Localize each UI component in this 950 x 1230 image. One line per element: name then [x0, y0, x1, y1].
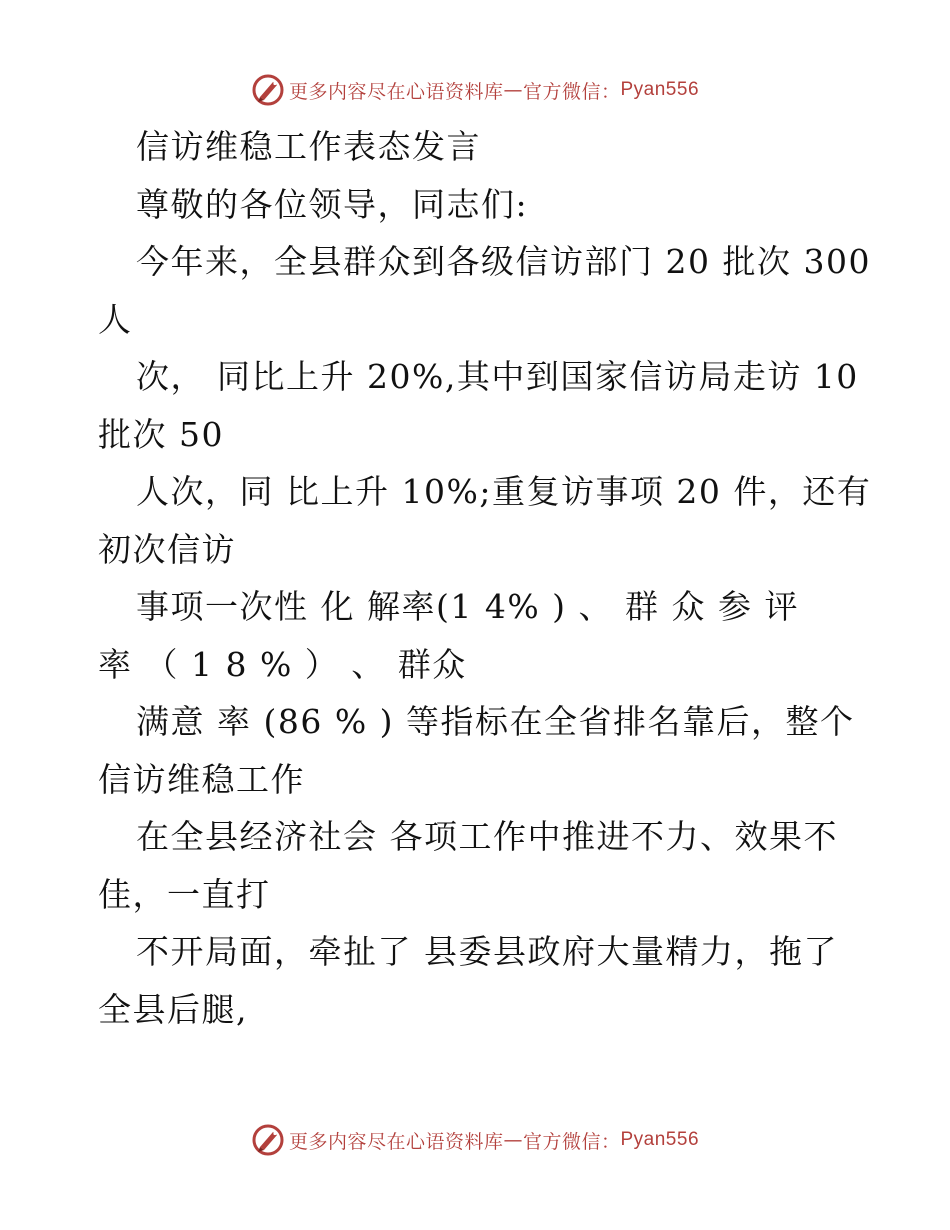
paragraph-line: 佳，一直打: [98, 874, 271, 914]
document-title: 信访维稳工作表态发言: [136, 127, 481, 166]
paragraph-line: 满意 率 (86 % ) 等指标在全省排名靠后，整个: [136, 702, 855, 741]
watermark-header: [0, 70, 950, 110]
paragraph-line: 全县后腿,: [98, 989, 248, 1029]
paragraph-line: 人: [98, 299, 133, 339]
paragraph-line: 人次，同 比上升 10%;重复访事项 20 件，还有: [136, 472, 872, 511]
watermark-brand: 更多内容尽在心语资料库: [288, 1130, 504, 1153]
paragraph-line: 不开局面，牵扯了 县委县政府大量精力，拖了: [136, 932, 838, 971]
paragraph-line: 今年来，全县群众到各级信访部门 20 批次 300: [136, 242, 871, 281]
watermark-label: 官方微信：: [522, 80, 621, 103]
paragraph-line: 率 （ 1 8 % ） 、 群众: [98, 644, 467, 684]
salutation: 尊敬的各位领导，同志们:: [136, 184, 529, 224]
watermark-dash: —: [503, 79, 523, 101]
watermark-footer: [0, 1120, 950, 1160]
document-body: [98, 118, 872, 1038]
paragraph-line: 次， 同比上升 20%,其中到国家信访局走访 10: [136, 357, 859, 396]
watermark-brand: 更多内容尽在心语资料库: [288, 80, 504, 103]
watermark-id: Pyan556: [620, 79, 700, 100]
watermark-id: Pyan556: [620, 1129, 700, 1150]
watermark-label: 官方微信：: [522, 1130, 621, 1153]
paragraph-line: 批次 50: [98, 414, 224, 454]
pen-logo-icon: [251, 1123, 285, 1157]
pen-logo-icon: [251, 73, 285, 107]
paragraph-line: 初次信访: [98, 529, 236, 569]
paragraph-line: 事项一次性 化 解率(1 4% ) 、 群 众 参 评: [136, 587, 800, 626]
paragraph-line: 在全县经济社会 各项工作中推进不力、效果不: [136, 817, 838, 856]
paragraph-line: 信访维稳工作: [98, 759, 305, 799]
watermark-dash: —: [503, 1129, 523, 1151]
